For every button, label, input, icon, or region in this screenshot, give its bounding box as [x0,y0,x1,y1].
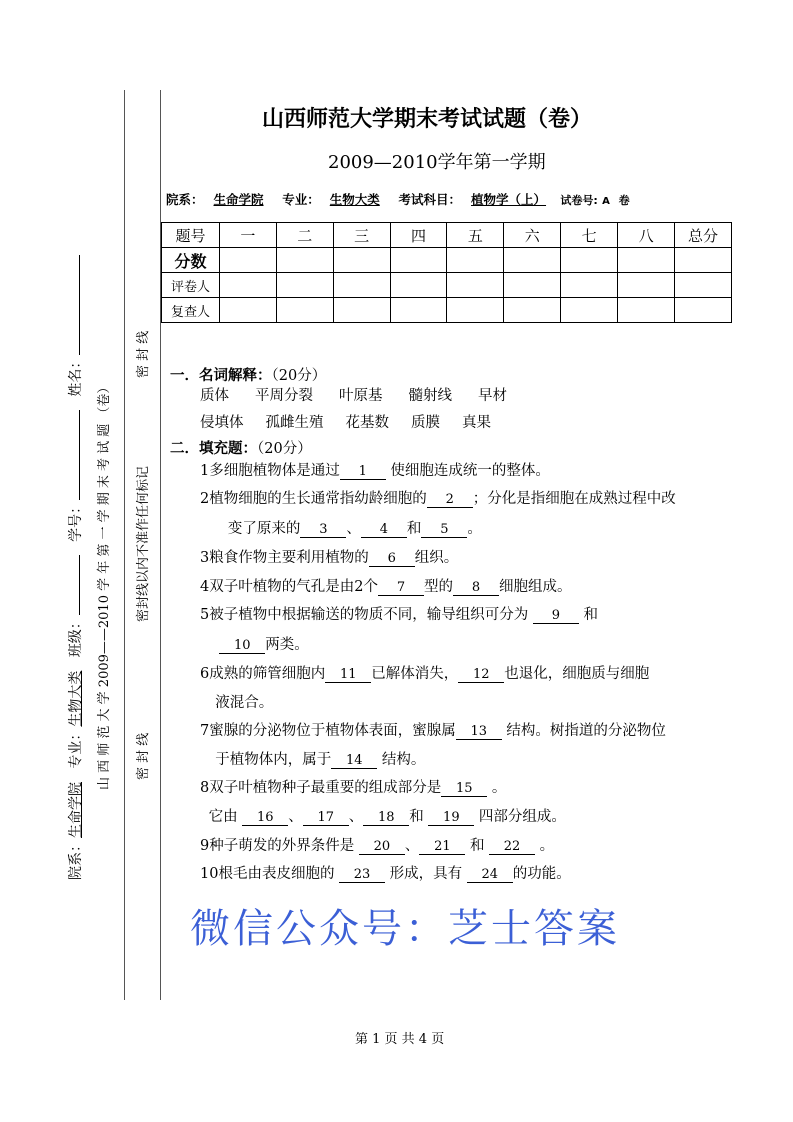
question-text: 结构。树指道的分泌物位 [501,723,666,739]
question-text: 和 [465,838,490,854]
answer-blank[interactable]: 15 [441,781,487,797]
question-text: 组织。 [414,550,459,566]
question-text: 于植物体内，属于 [206,752,332,768]
answer-blank[interactable]: 23 [339,867,385,883]
score-cell[interactable] [219,298,276,323]
major-label: 专业： [282,192,320,207]
page-title: 山西师范大学期末考试试题（卷） [262,107,593,132]
question-line [214,520,482,538]
question-text: 已解体消失， [371,666,459,682]
seal-text-1: 密 封 线 [136,732,151,780]
question-text: 。 [535,838,555,854]
question-text: 和 [409,809,429,825]
answer-blank[interactable]: 1 [340,464,386,480]
score-cell[interactable] [561,273,618,298]
exam-info [166,190,630,208]
question-text: 和 [578,607,598,623]
score-cell[interactable] [618,298,675,323]
term-item: 髓射线 [408,388,452,404]
answer-blank[interactable]: 2 [427,492,473,508]
school-line: 山 西 师 范 大 学 2009——2010 学 年 第 一 学 期 末 考 试 题 （卷） [97,380,112,790]
question-text: 两类。 [265,637,309,653]
answer-blank[interactable]: 5 [421,522,467,538]
question-line [210,636,309,654]
term-item: 叶原基 [339,388,383,404]
row-label: 分数 [162,248,220,273]
question-text [210,637,219,653]
question-text: 4双子叶植物的气孔是由2个 [200,579,378,595]
score-cell[interactable] [675,298,732,323]
score-cell[interactable] [447,273,504,298]
score-table [161,222,732,323]
section1-score: （20分） [271,368,327,384]
question-text: 7蜜腺的分泌物位于植物体表面，蜜腺属 [200,723,456,739]
answer-blank[interactable]: 11 [325,667,371,683]
header-cell: 五 [447,223,504,248]
question-text: 。 [487,780,507,796]
score-cell[interactable] [618,248,675,273]
question-text: 6成熟的筛管细胞内 [200,666,326,682]
question-line [200,490,676,508]
question-text: 变了原来的 [214,521,301,537]
class-field[interactable] [79,555,80,615]
header-cell: 总分 [675,223,732,248]
score-cell[interactable] [276,298,333,323]
question-text: 3粮食作物主要利用植物的 [200,550,369,566]
answer-blank[interactable]: 22 [489,839,535,855]
question-text: 结构。 [377,752,426,768]
dept-label: 院系： [68,838,84,880]
question-text: 它由 [204,809,243,825]
header-cell: 八 [618,223,675,248]
term-item: 平周分裂 [255,388,313,404]
answer-blank[interactable]: 10 [219,638,265,654]
question-line [200,837,554,855]
question-text: 和 [406,521,422,537]
question-line [200,549,458,567]
score-cell[interactable] [504,273,561,298]
question-text: 使细胞连成统一的整体。 [385,463,550,479]
row-label: 评卷人 [162,273,220,298]
table-row [162,248,732,273]
question-line [200,779,506,797]
question-text: 、 [348,809,364,825]
score-cell[interactable] [219,248,276,273]
terms-row-1 [200,387,533,405]
answer-blank[interactable]: 12 [458,667,504,683]
answer-blank[interactable]: 9 [533,608,579,624]
dept-label: 院系： [166,192,204,207]
question-text: 9种子萌发的外界条件是 [200,838,359,854]
score-cell[interactable] [561,248,618,273]
score-cell[interactable] [504,298,561,323]
answer-blank[interactable]: 24 [467,867,513,883]
header-cell: 三 [333,223,390,248]
question-text: 、 [288,809,303,825]
score-cell[interactable] [447,248,504,273]
table-header-row [162,223,732,248]
section1-title: 一．名词解释： [170,367,272,384]
question-line [204,808,566,826]
question-text: 10根毛由表皮细胞的 [200,866,340,882]
score-cell[interactable] [504,248,561,273]
question-line [200,865,571,883]
question-text: 2植物细胞的生长通常指幼龄细胞的 [200,491,427,507]
question-text: ；分化是指细胞在成熟过程中改 [472,491,676,507]
name-field[interactable] [79,255,80,355]
question-text: 的功能。 [512,866,571,882]
answer-blank[interactable]: 7 [378,580,424,596]
answer-blank[interactable]: 18 [363,810,409,826]
terms-row-2 [200,414,513,432]
dept-value: 生命学院 [213,192,264,207]
question-line [200,578,571,596]
question-text: 也退化，细胞质与细胞 [504,666,650,682]
seal-text-mid: 密封线以内不准作任何标记 [136,465,151,622]
answer-blank[interactable]: 8 [453,580,499,596]
term-item: 真果 [462,415,491,431]
question-line [200,462,550,480]
answer-blank[interactable]: 14 [331,753,377,769]
question-text: 液混合。 [206,695,274,711]
answer-blank[interactable]: 16 [242,810,288,826]
question-text: 1多细胞植物体是通过 [200,463,340,479]
score-cell[interactable] [561,298,618,323]
question-text: 形成，具有 [385,866,467,882]
question-line [200,722,666,740]
major-label: 专业： [68,726,84,769]
row-label: 复查人 [162,298,220,323]
question-text: 细胞组成。 [498,579,572,595]
question-line [200,665,649,683]
term-item: 早材 [478,388,507,404]
paper-suffix: 卷 [618,194,630,207]
answer-blank[interactable]: 20 [359,839,405,855]
score-cell[interactable] [675,273,732,298]
score-cell[interactable] [219,273,276,298]
score-cell[interactable] [618,273,675,298]
question-text: 。 [467,521,482,537]
header-cell: 四 [390,223,447,248]
term-item: 侵填体 [200,415,244,431]
table-row [162,273,732,298]
subject-label: 考试科目： [398,192,462,207]
section2-score: （20分） [257,441,312,457]
section1-heading [170,367,326,385]
score-cell[interactable] [447,298,504,323]
answer-blank[interactable]: 4 [361,522,407,538]
subject-value: 植物学（上） [471,192,547,207]
question-line [206,751,425,769]
question-text: 四部分组成。 [474,809,566,825]
answer-blank[interactable]: 3 [300,522,346,538]
term-item: 花基数 [345,415,389,431]
table-row [162,298,732,323]
score-cell[interactable] [333,248,390,273]
header-cell: 二 [276,223,333,248]
dept-value: 生命学院 [68,782,84,838]
paper-label: 试卷号: [560,194,598,207]
question-text: 8双子叶植物种子最重要的组成部分是 [200,780,442,796]
header-cell: 一 [219,223,276,248]
score-cell[interactable] [276,248,333,273]
question-text: 型的 [423,579,453,595]
margin-line [124,90,125,1000]
answer-blank[interactable]: 13 [456,724,502,740]
question-text: 、 [346,521,361,537]
term-item: 质体 [200,388,229,404]
class-label: 班级： [68,615,84,658]
paper-value: A [602,196,610,207]
header-cell: 六 [504,223,561,248]
student-info-line [68,255,84,880]
score-cell[interactable] [390,248,447,273]
major-value: 生物大类 [68,670,84,727]
section2-heading [170,440,312,458]
header-cell: 七 [561,223,618,248]
section2-title: 二．填充题： [170,440,257,457]
answer-blank[interactable]: 17 [303,810,349,826]
question-text: 5被子植物中根据输送的物质不同，输导组织可分为 [200,607,533,623]
question-text: 、 [404,838,420,854]
question-line [200,606,598,624]
id-label: 学号： [68,499,84,542]
major-value: 生物大类 [329,192,380,207]
term-item: 孤雌生殖 [265,415,324,431]
name-label: 姓名： [68,354,84,397]
question-line [206,694,273,712]
header-cell: 题号 [162,223,220,248]
answer-blank[interactable]: 6 [369,551,415,567]
term: 2009—2010学年第一学期 [328,152,546,173]
seal-text-2: 密 封 线 [136,330,151,378]
term-item: 质膜 [411,415,440,431]
answer-blank[interactable]: 21 [419,839,465,855]
score-cell[interactable] [333,273,390,298]
score-cell[interactable] [276,273,333,298]
score-cell[interactable] [390,273,447,298]
watermark: 微信公众号：芝士答案 [190,906,620,952]
page-footer: 第 1 页 共 4 页 [355,1032,445,1047]
score-cell[interactable] [390,298,447,323]
answer-blank[interactable]: 19 [428,810,474,826]
id-field[interactable] [79,410,80,500]
score-cell[interactable] [333,298,390,323]
score-cell[interactable] [675,248,732,273]
